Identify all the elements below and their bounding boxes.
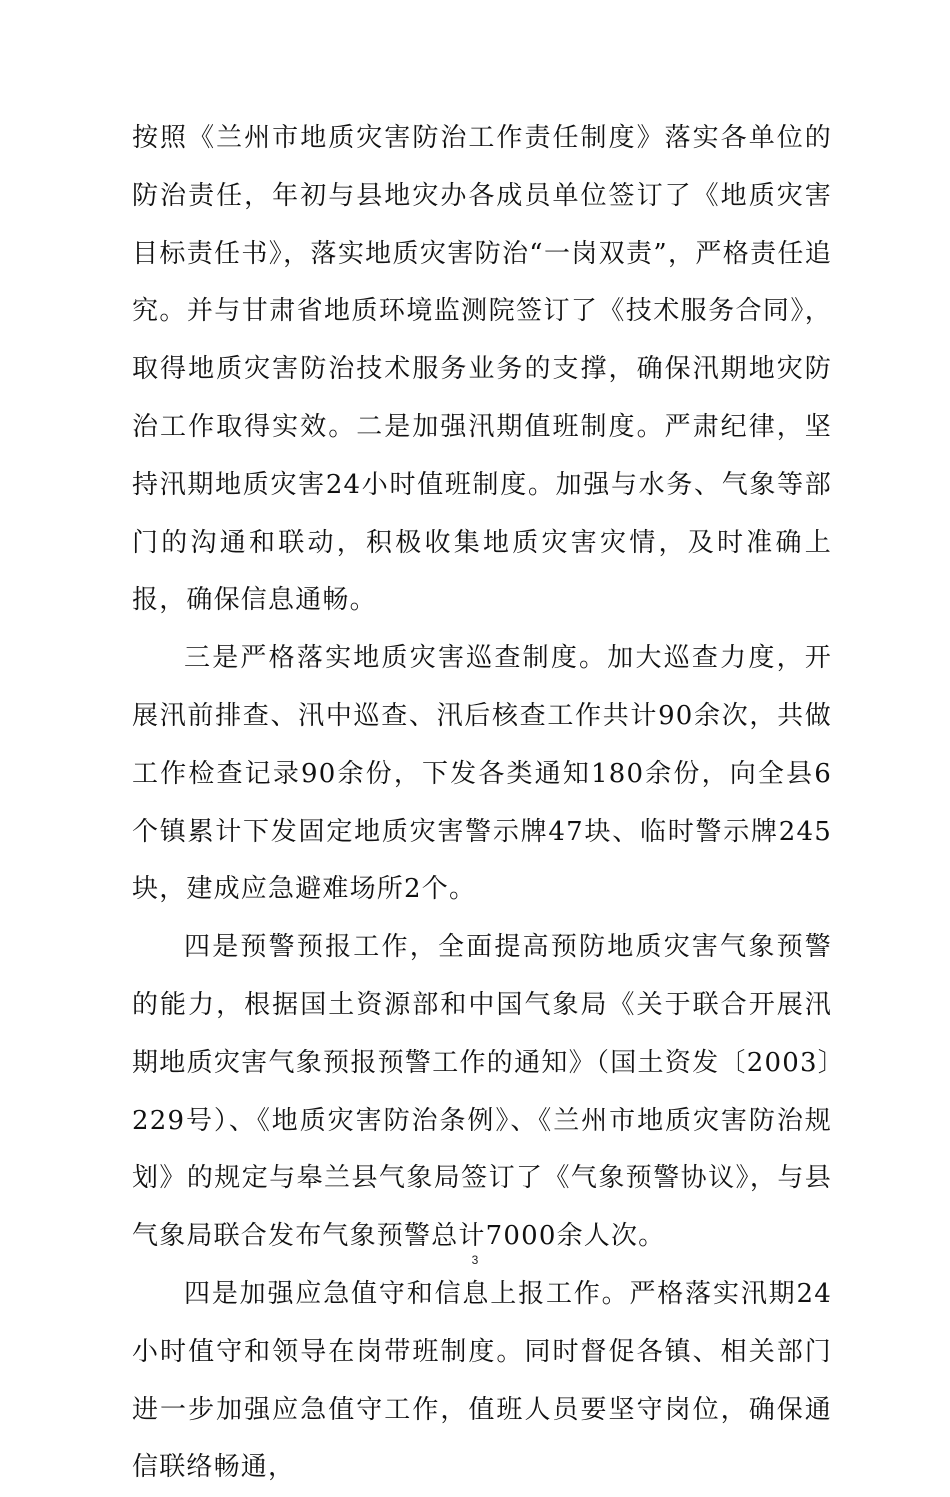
document-body: [132, 110, 832, 1497]
paragraph-responsibility: 按照《兰州市地质灾害防治工作责任制度》落实各单位的防治责任，年初与县地灾办各成员单位签订了《地质灾害目标责任书》，落实地质灾害防治“一岗双责”，严格责任追究。并与甘肃省地质环境监测院签订了《技术服务合同》，取得地质灾害防治技术服务业务的支撑，确保汛期地灾防治工作取得实效。二是加强汛期值班制度。严肃纪律，坚持汛期地质灾害24小时值班制度。加强与水务、气象等部门的沟通和联动，积极收集地质灾害灾情，及时准确上报，确保信息通畅。: [132, 123, 832, 616]
paragraph-early-warning: 四是预警预报工作，全面提高预防地质灾害气象预警的能力，根据国土资源部和中国气象局《关于联合开展汛期地质灾害气象预报预警工作的通知》（国土资发〔2003〕229号）、《地质灾害防治条例》、《兰州市地质灾害防治规划》的规定与皋兰县气象局签订了《气象预警协议》，与县气象局联合发布气象预警总计7000余人次。: [132, 932, 832, 1252]
paragraph-inspection: 三是严格落实地质灾害巡查制度。加大巡查力度，开展汛前排查、汛中巡查、汛后核查工作共计90余次，共做工作检查记录90余份，下发各类通知180余份，向全县6个镇累计下发固定地质灾害警示牌47块、临时警示牌245块，建成应急避难场所2个。: [132, 643, 832, 905]
page-number: 3: [471, 1253, 479, 1267]
paragraph-emergency-duty: 四是加强应急值守和信息上报工作。严格落实汛期24小时值守和领导在岗带班制度。同时督促各镇、相关部门进一步加强应急值守工作，值班人员要坚守岗位，确保通信联络畅通，: [132, 1278, 832, 1483]
